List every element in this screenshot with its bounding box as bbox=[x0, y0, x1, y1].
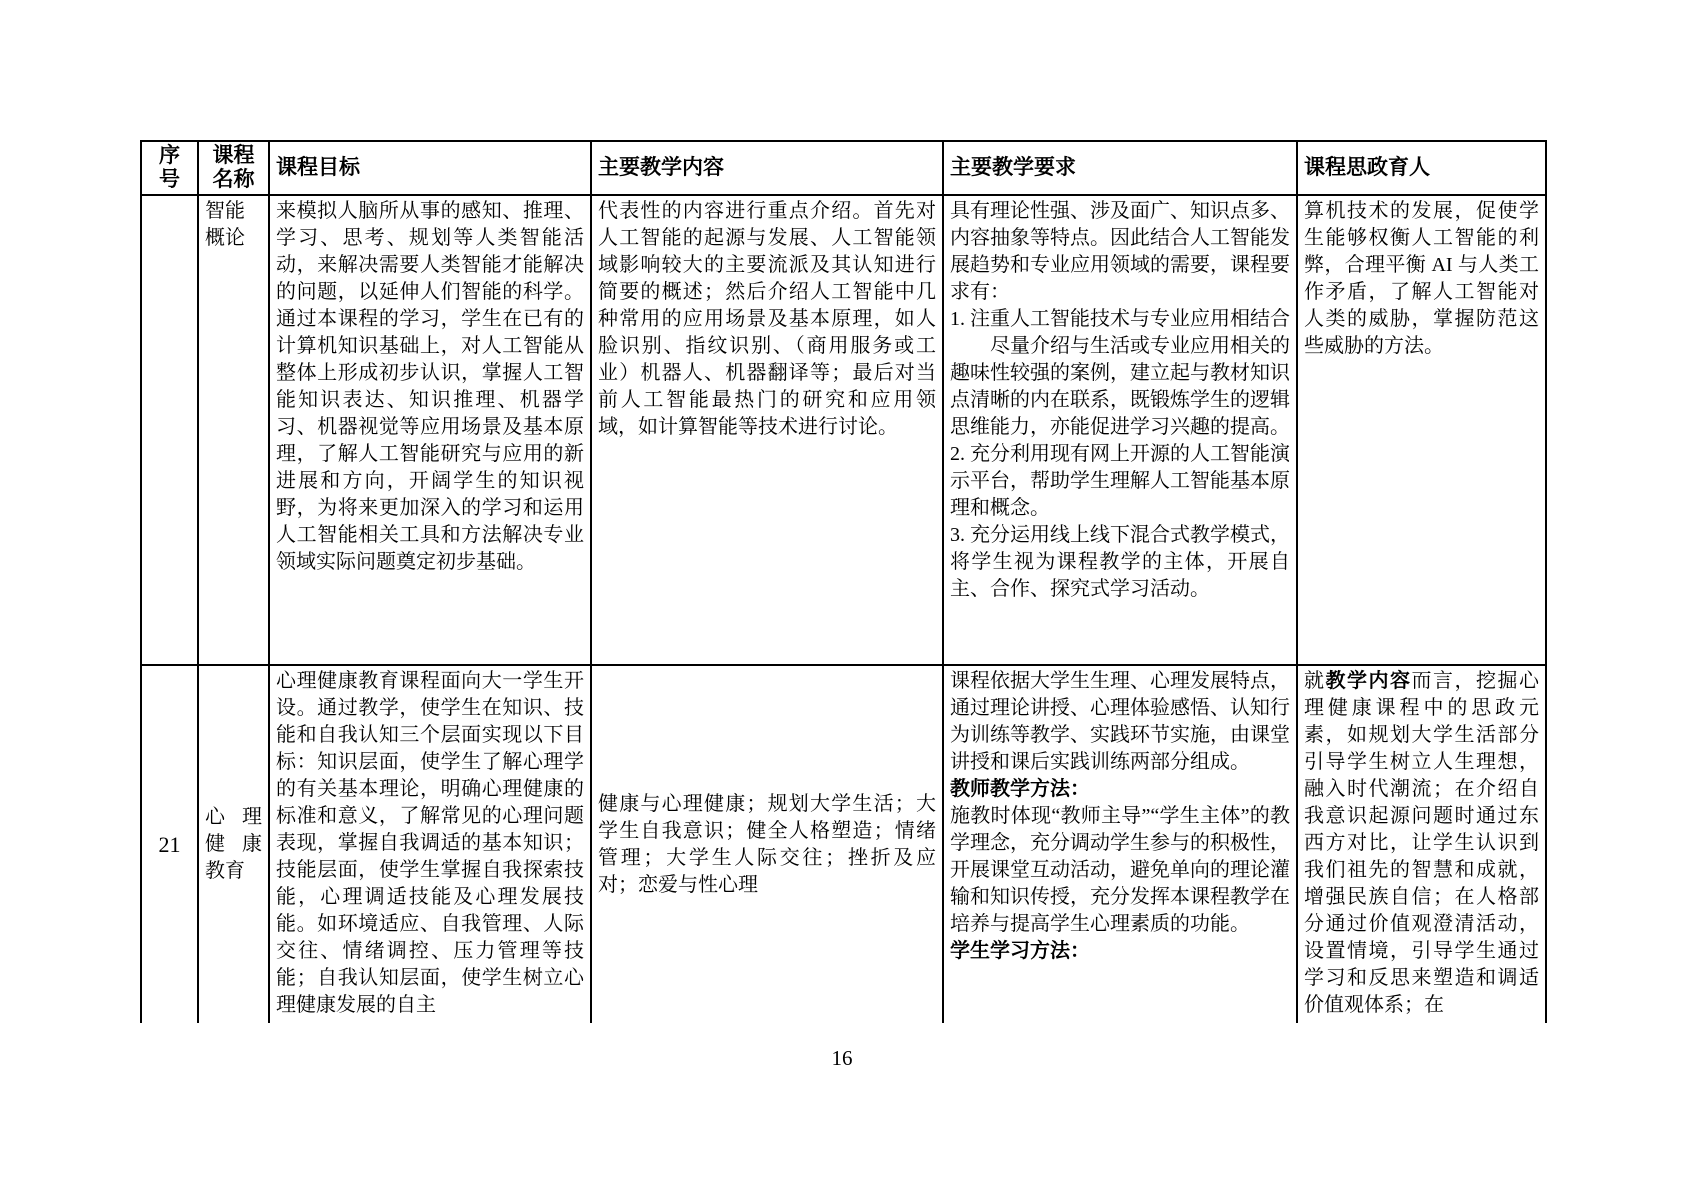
cell-teaching-requirements bbox=[943, 665, 1297, 1023]
table-row-ai-intro bbox=[141, 195, 1546, 665]
header-col-course-name: 课程 名称 bbox=[198, 141, 269, 195]
paragraph: 3. 充分运用线上线下混合式教学模式，将学生视为课程教学的主体，开展自主、合作、探究式学习活动。 bbox=[950, 524, 1290, 600]
header-col-teaching-content: 主要教学内容 bbox=[591, 141, 943, 195]
paragraph: 2. 充分利用现有网上开源的人工智能演示平台，帮助学生理解人工智能基本原理和概念。 bbox=[950, 443, 1290, 519]
table-header-row bbox=[141, 141, 1546, 195]
paragraph: 健康与心理健康；规划大学生活；大学生自我意识；健全人格塑造；情绪管理；大学生人际交往；挫折及应对；恋爱与性心理 bbox=[598, 792, 936, 896]
cell-objectives bbox=[269, 195, 591, 665]
paragraph: 代表性的内容进行重点介绍。首先对人工智能的起源与发展、人工智能领域影响较大的主要流派及其认知进行简要的概述；然后介绍人工智能中几种常用的应用场景及基本原理，如人脸识别、指纹识别、（商用服务或工业）机器人、机器翻译等；最后对当前人工智能最热门的研究和应用领域，如计算智能等技术进行讨论。 bbox=[598, 200, 936, 438]
table-row-mental-health bbox=[141, 665, 1546, 1023]
paragraph: 算机技术的发展，促使学生能够权衡人工智能的利弊，合理平衡 AI 与人类工作矛盾，了解人工智能对人类的威胁，掌握防范这些威胁的方法。 bbox=[1304, 200, 1539, 357]
cell-seq-no: 21 bbox=[141, 665, 198, 1023]
cell-teaching-requirements bbox=[943, 195, 1297, 665]
cell-teaching-content bbox=[591, 665, 943, 1023]
paragraph: 来模拟人脑所从事的感知、推理、学习、思考、规划等人类智能活动，来解决需要人类智能才能解决的问题，以延伸人们智能的科学。通过本课程的学习，学生在已有的计算机知识基础上，对人工智能从整体上形成初步认识，掌握人工智能知识表达、知识推理、机器学习、机器视觉等应用场景及基本原理，了解人工智能研究与应用的新进展和方向，开阔学生的知识视野，为将来更加深入的学习和运用人工智能相关工具和方法解决专业领域实际问题奠定初步基础。 bbox=[276, 200, 584, 573]
paragraph: 尽量介绍与生活或专业应用相关的趣味性较强的案例，建立起与教材知识点清晰的内在联系，既锻炼学生的逻辑思维能力，亦能促进学习兴趣的提高。 bbox=[950, 335, 1290, 438]
paragraph: 学生学习方法： bbox=[950, 940, 1090, 962]
cell-ideology bbox=[1297, 665, 1546, 1023]
header-col-objectives: 课程目标 bbox=[269, 141, 591, 195]
paragraph: 施教时体现“教师主导”“学生主体”的教学理念，充分调动学生参与的积极性，开展课堂互动活动，避免单向的理论灌输和知识传授，充分发挥本课程教学在培养与提高学生心理素质的功能。 bbox=[950, 805, 1290, 935]
cell-course-name bbox=[198, 665, 269, 1023]
course-name-line: 健康 bbox=[205, 833, 262, 855]
cell-seq-no bbox=[141, 195, 198, 665]
cell-ideology bbox=[1297, 195, 1546, 665]
course-table bbox=[140, 140, 1547, 1023]
cell-objectives bbox=[269, 665, 591, 1023]
paragraph: 心理健康教育课程面向大一学生开设。通过教学，使学生在知识、技能和自我认知三个层面实现以下目标：知识层面，使学生了解心理学的有关基本理论，明确心理健康的标准和意义，了解常见的心理问题表现，掌握自我调适的基本知识；技能层面，使学生掌握自我探索技能，心理调适技能及心理发展技能。如环境适应、自我管理、人际交往、情绪调控、压力管理等技能；自我认知层面，使学生树立心理健康发展的自主 bbox=[276, 670, 584, 1016]
paragraph: 课程依据大学生生理、心理发展特点，通过理论讲授、心理体验感悟、认知行为训练等教学、实践环节实施，由课堂讲授和课后实践训练两部分组成。 bbox=[950, 670, 1290, 773]
cell-course-name: 智能 概论 bbox=[198, 195, 269, 665]
paragraph: 1. 注重人工智能技术与专业应用相结合 bbox=[950, 308, 1290, 330]
course-name-line: 心理 bbox=[205, 806, 262, 828]
paragraph: 就教学内容而言，挖掘心理健康课程中的思政元素，如规划大学生活部分引导学生树立人生理想，融入时代潮流；在介绍自我意识起源问题时通过东西方对比，让学生认识到我们祖先的智慧和成就，增强民族自信；在人格部分通过价值观澄清活动，设置情境，引导学生通过学习和反思来塑造和调适价值观体系；在 bbox=[1304, 670, 1539, 1016]
cell-teaching-content bbox=[591, 195, 943, 665]
header-col-teaching-requirements: 主要教学要求 bbox=[943, 141, 1297, 195]
paragraph: 教师教学方法： bbox=[950, 778, 1090, 800]
header-col-ideology: 课程思政育人 bbox=[1297, 141, 1546, 195]
page-number: 16 bbox=[831, 1046, 853, 1070]
course-name-line: 教育 bbox=[205, 860, 245, 882]
header-col-seq-no: 序 号 bbox=[141, 141, 198, 195]
paragraph: 具有理论性强、涉及面广、知识点多、内容抽象等特点。因此结合人工智能发展趋势和专业应用领域的需要，课程要求有： bbox=[950, 200, 1290, 303]
